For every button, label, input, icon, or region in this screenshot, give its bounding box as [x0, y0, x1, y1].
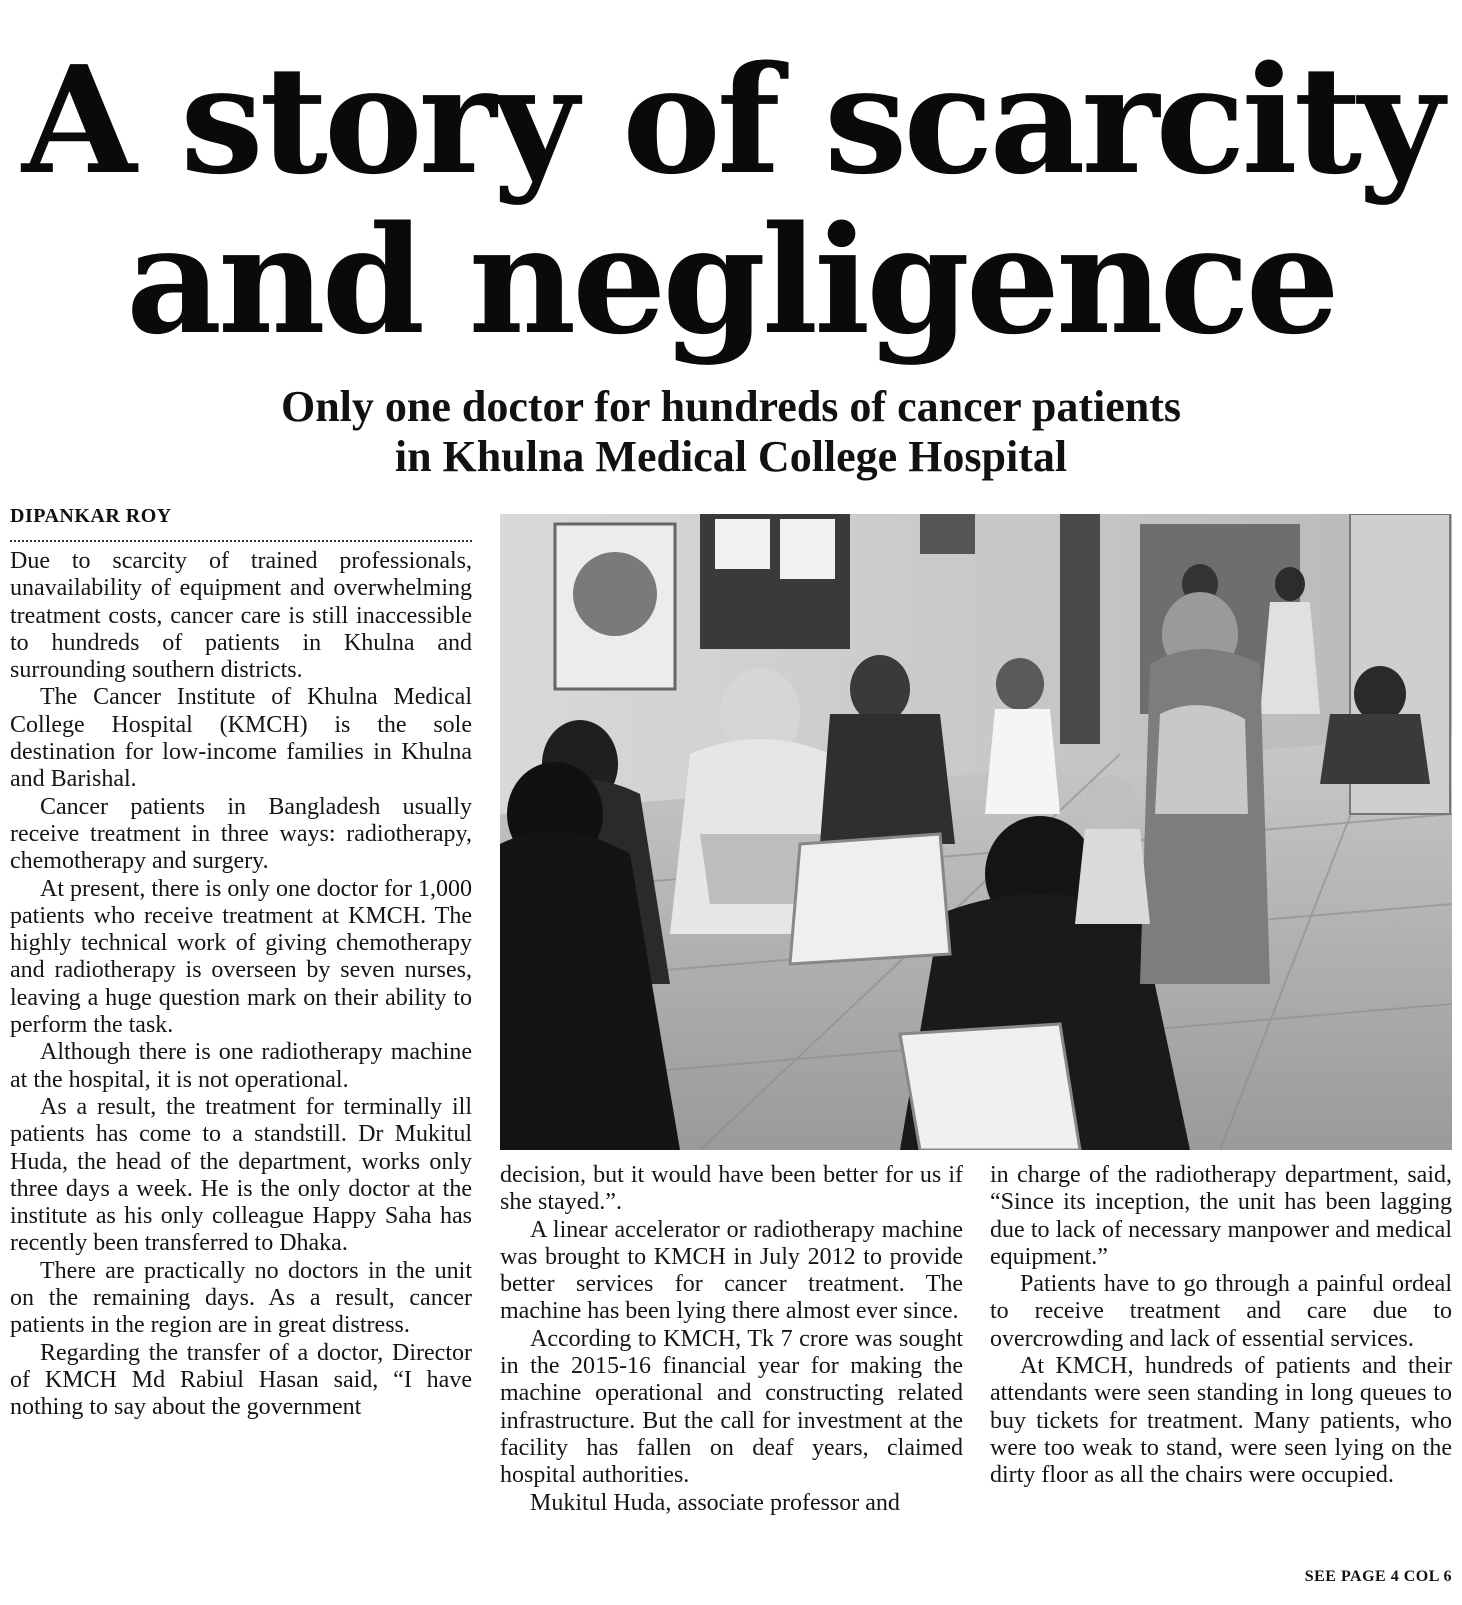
- paragraph: Mukitul Huda, associate professor and: [530, 1489, 900, 1516]
- paragraph: Cancer patients in Bangladesh usually receive treatment in three ways: radiotherapy, chemotherapy and surgery.: [10, 793, 472, 875]
- paragraph: A linear accelerator or radiotherapy machine was brought to KMCH in July 2012 to provide better services for cancer treatment. The machine has been lying there almost ever since.: [500, 1216, 963, 1325]
- paragraph: There are practically no doctors in the unit on the remaining days. As a result, cancer patients in the region are in great distress.: [10, 1257, 472, 1339]
- paragraph: At KMCH, hundreds of patients and their attendants were seen standing in long queues to buy tickets for treatment. Many patients, who were too weak to stand, were seen lying on the dirty floor as all the chairs were occupied.: [990, 1353, 1452, 1489]
- article-column-3: [990, 1162, 1452, 1490]
- article-column-2: [500, 1162, 963, 1517]
- headline: [0, 33, 1462, 367]
- paragraph: Patients have to go through a painful ordeal to receive treatment and care due to overcrowding and lack of essential services.: [990, 1271, 1452, 1352]
- paragraph: Regarding the transfer of a doctor, Director of KMCH Md Rabiul Hasan said, “I have nothing to say about the government: [10, 1339, 472, 1421]
- paragraph: decision, but it would have been better for us if she stayed.”.: [500, 1162, 963, 1216]
- paragraph: Due to scarcity of trained professionals, unavailability of equipment and overwhelming treatment costs, cancer care is still inaccessible to hundreds of patients in Khulna and surrounding southern districts.: [10, 548, 472, 684]
- headline-line-1: A story of scarcity: [21, 33, 1441, 207]
- continuation-jump-line: SEE PAGE 4 COL 6: [1304, 1568, 1452, 1585]
- paragraph: At present, there is only one doctor for 1,000 patients who receive treatment at KMCH. The highly technical work of giving chemotherapy and radiotherapy is overseen by seven nurses, leaving a huge question mark on their ability to perform the task.: [10, 875, 472, 1039]
- article-column-1: [10, 548, 472, 1422]
- hospital-waiting-room-photo: [500, 514, 1452, 1150]
- subhead-line-1: Only one doctor for hundreds of cancer patients: [280, 382, 1181, 431]
- byline: DIPANKAR ROY: [10, 505, 172, 527]
- byline-divider: [10, 540, 472, 542]
- paragraph: According to KMCH, Tk 7 crore was sought in the 2015-16 financial year for making the machine operational and constructing related infrastructure. But the call for investment at the facility has fallen on deaf years, claimed hospital authorities.: [500, 1325, 963, 1489]
- subhead-line-2: in Khulna Medical College Hospital: [394, 432, 1068, 481]
- subheadline: [0, 382, 1462, 482]
- headline-line-2: and negligence: [126, 193, 1336, 367]
- paragraph: Although there is one radiotherapy machine at the hospital, it is not operational.: [10, 1039, 472, 1093]
- paragraph: The Cancer Institute of Khulna Medical College Hospital (KMCH) is the sole destination for low-income families in Khulna and Barishal.: [10, 684, 472, 793]
- paragraph: As a result, the treatment for terminally ill patients has come to a standstill. Dr Mukitul Huda, the head of the department, works only three days a week. He is the only doctor at the institute as his only colleague Happy Saha has recently been transferred to Dhaka.: [10, 1093, 472, 1257]
- paragraph: in charge of the radiotherapy department, said, “Since its inception, the unit has been lagging due to lack of necessary manpower and medical equipment.”: [990, 1162, 1452, 1270]
